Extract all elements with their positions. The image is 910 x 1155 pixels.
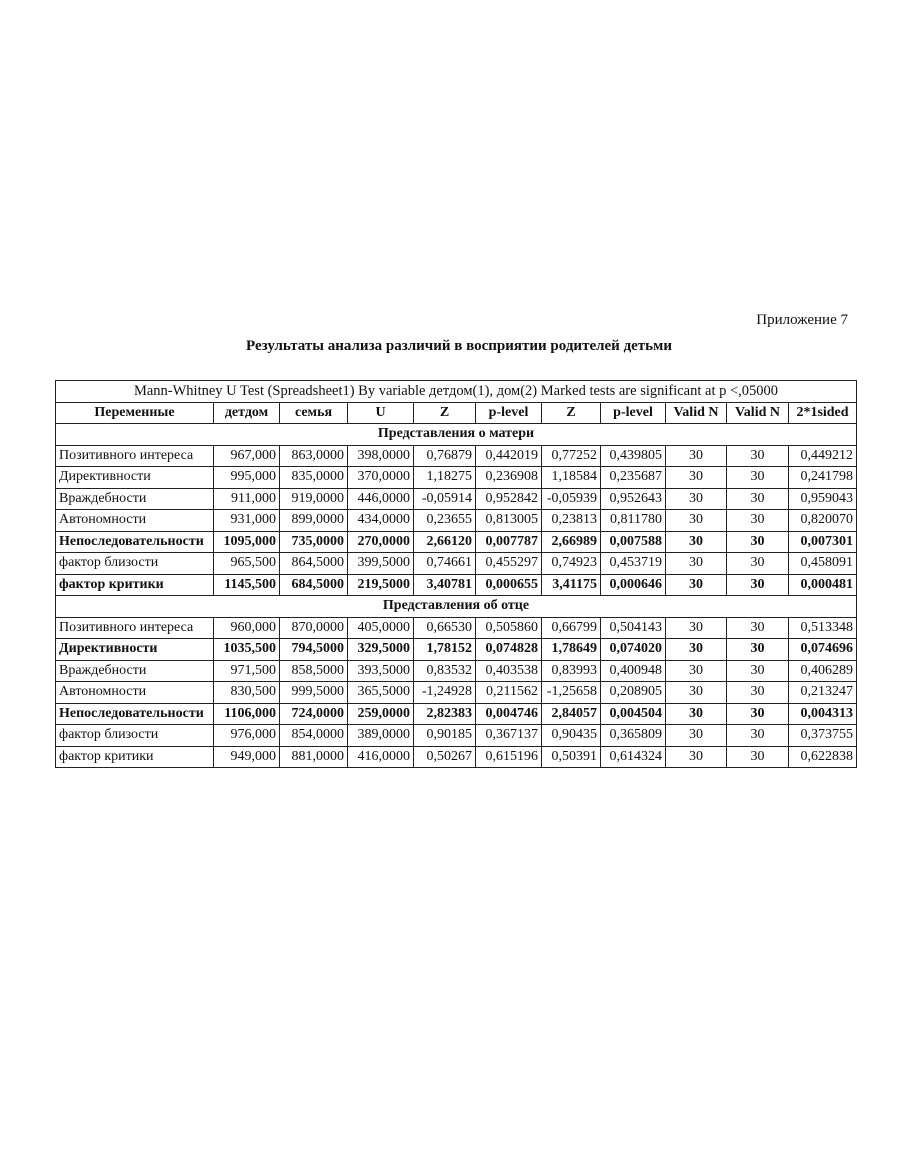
column-header: U — [348, 402, 414, 424]
table-cell: 724,0000 — [280, 703, 348, 725]
table-cell: -0,05914 — [414, 488, 476, 510]
table-cell: 30 — [666, 553, 727, 575]
table-cell: 370,0000 — [348, 467, 414, 489]
table-cell: 864,5000 — [280, 553, 348, 575]
table-row — [56, 553, 857, 575]
table-cell: 949,000 — [214, 746, 280, 768]
variable-name-cell: Автономности — [56, 510, 214, 532]
table-row — [56, 510, 857, 532]
table-cell: 270,0000 — [348, 531, 414, 553]
table-cell: 30 — [666, 488, 727, 510]
table-cell: 899,0000 — [280, 510, 348, 532]
table-cell: 0,74661 — [414, 553, 476, 575]
table-cell: 446,0000 — [348, 488, 414, 510]
table-cell: 0,000481 — [789, 574, 857, 596]
table-cell: 30 — [727, 617, 789, 639]
table-cell: 0,211562 — [476, 682, 542, 704]
table-cell: 0,83532 — [414, 660, 476, 682]
table-cell: 0,007301 — [789, 531, 857, 553]
table-cell: -0,05939 — [542, 488, 601, 510]
table-cell: 965,500 — [214, 553, 280, 575]
table-cell: 967,000 — [214, 445, 280, 467]
table-cell: 0,241798 — [789, 467, 857, 489]
variable-name-cell: фактор близости — [56, 725, 214, 747]
table-cell: 2,84057 — [542, 703, 601, 725]
variable-name-cell: Автономности — [56, 682, 214, 704]
table-cell: 30 — [666, 617, 727, 639]
table-cell: 0,403538 — [476, 660, 542, 682]
table-cell: 30 — [666, 467, 727, 489]
table-cell: 30 — [727, 639, 789, 661]
variable-name-cell: фактор критики — [56, 574, 214, 596]
table-cell: 0,455297 — [476, 553, 542, 575]
table-cell: 976,000 — [214, 725, 280, 747]
table-cell: 0,813005 — [476, 510, 542, 532]
table-cell: 0,373755 — [789, 725, 857, 747]
table-cell: 1,18584 — [542, 467, 601, 489]
table-cell: 30 — [727, 660, 789, 682]
table-cell: 0,074828 — [476, 639, 542, 661]
table-cell: 30 — [727, 467, 789, 489]
table-cell: 1145,500 — [214, 574, 280, 596]
table-cell: 971,500 — [214, 660, 280, 682]
table-cell: 30 — [727, 553, 789, 575]
table-cell: 794,5000 — [280, 639, 348, 661]
table-cell: 870,0000 — [280, 617, 348, 639]
column-header: p-level — [601, 402, 666, 424]
table-cell: 0,76879 — [414, 445, 476, 467]
table-cell: 0,505860 — [476, 617, 542, 639]
table-cell: 30 — [727, 746, 789, 768]
table-cell: 0,622838 — [789, 746, 857, 768]
table-cell: 1106,000 — [214, 703, 280, 725]
column-header: детдом — [214, 402, 280, 424]
table-cell: 2,66989 — [542, 531, 601, 553]
table-cell: 684,5000 — [280, 574, 348, 596]
table-cell: 995,000 — [214, 467, 280, 489]
table-row — [56, 445, 857, 467]
table-cell: 259,0000 — [348, 703, 414, 725]
table-cell: 0,458091 — [789, 553, 857, 575]
table-cell: 399,5000 — [348, 553, 414, 575]
column-header: Z — [542, 402, 601, 424]
table-cell: 0,959043 — [789, 488, 857, 510]
column-header: Z — [414, 402, 476, 424]
table-cell: 999,5000 — [280, 682, 348, 704]
results-table — [55, 380, 857, 768]
table-cell: 30 — [727, 531, 789, 553]
column-header: p-level — [476, 402, 542, 424]
table-header-row — [56, 402, 857, 424]
document-title: Результаты анализа различий в восприятии родителей детьми — [246, 338, 672, 354]
table-cell: 830,500 — [214, 682, 280, 704]
table-cell: 0,77252 — [542, 445, 601, 467]
table-cell: 835,0000 — [280, 467, 348, 489]
table-cell: 881,0000 — [280, 746, 348, 768]
table-cell: 960,000 — [214, 617, 280, 639]
table-cell: 30 — [727, 574, 789, 596]
table-cell: 0,504143 — [601, 617, 666, 639]
table-cell: 3,41175 — [542, 574, 601, 596]
table-cell: 0,74923 — [542, 553, 601, 575]
column-header: семья — [280, 402, 348, 424]
table-row — [56, 725, 857, 747]
table-cell: 931,000 — [214, 510, 280, 532]
table-cell: 398,0000 — [348, 445, 414, 467]
table-cell: 0,50391 — [542, 746, 601, 768]
table-row — [56, 574, 857, 596]
table-cell: 0,90435 — [542, 725, 601, 747]
table-cell: 0,439805 — [601, 445, 666, 467]
table-cell: 0,004504 — [601, 703, 666, 725]
table-cell: 434,0000 — [348, 510, 414, 532]
variable-name-cell: Директивности — [56, 467, 214, 489]
table-cell: 0,365809 — [601, 725, 666, 747]
table-cell: 0,23813 — [542, 510, 601, 532]
table-cell: 2,82383 — [414, 703, 476, 725]
table-cell: 0,406289 — [789, 660, 857, 682]
table-cell: 30 — [666, 660, 727, 682]
section-title: Представления об отце — [56, 596, 857, 618]
table-cell: 30 — [666, 510, 727, 532]
table-cell: 0,811780 — [601, 510, 666, 532]
variable-name-cell: Непоследовательности — [56, 531, 214, 553]
table-cell: 0,66799 — [542, 617, 601, 639]
section-title: Представления о матери — [56, 424, 857, 446]
table-caption-row — [56, 381, 857, 403]
table-cell: 1,78649 — [542, 639, 601, 661]
table-cell: 30 — [727, 682, 789, 704]
variable-name-cell: фактор близости — [56, 553, 214, 575]
table-cell: 405,0000 — [348, 617, 414, 639]
table-cell: 0,000655 — [476, 574, 542, 596]
table-row — [56, 660, 857, 682]
table-cell: 0,235687 — [601, 467, 666, 489]
table-cell: 863,0000 — [280, 445, 348, 467]
table-cell: 389,0000 — [348, 725, 414, 747]
table-cell: 0,66530 — [414, 617, 476, 639]
table-cell: 30 — [666, 639, 727, 661]
table-cell: 393,5000 — [348, 660, 414, 682]
table-cell: 30 — [666, 725, 727, 747]
variable-name-cell: Позитивного интереса — [56, 617, 214, 639]
column-header: Valid N — [666, 402, 727, 424]
column-header: Переменные — [56, 402, 214, 424]
table-cell: 0,442019 — [476, 445, 542, 467]
table-cell: 30 — [666, 574, 727, 596]
table-cell: 0,400948 — [601, 660, 666, 682]
table-row — [56, 488, 857, 510]
table-cell: 329,5000 — [348, 639, 414, 661]
variable-name-cell: Позитивного интереса — [56, 445, 214, 467]
table-cell: 1095,000 — [214, 531, 280, 553]
table-cell: 0,007588 — [601, 531, 666, 553]
table-cell: 0,820070 — [789, 510, 857, 532]
table-cell: 0,367137 — [476, 725, 542, 747]
table-row — [56, 639, 857, 661]
table-cell: 0,007787 — [476, 531, 542, 553]
section-header-row — [56, 424, 857, 446]
table-cell: 0,236908 — [476, 467, 542, 489]
table-cell: 911,000 — [214, 488, 280, 510]
table-cell: 30 — [666, 445, 727, 467]
table-cell: 0,453719 — [601, 553, 666, 575]
table-cell: 0,074696 — [789, 639, 857, 661]
table-cell: 854,0000 — [280, 725, 348, 747]
table-cell: 30 — [727, 703, 789, 725]
table-cell: -1,24928 — [414, 682, 476, 704]
table-cell: 416,0000 — [348, 746, 414, 768]
table-cell: 30 — [666, 682, 727, 704]
table-cell: 0,83993 — [542, 660, 601, 682]
table-row — [56, 531, 857, 553]
table-cell: 0,90185 — [414, 725, 476, 747]
table-cell: 30 — [666, 531, 727, 553]
table-cell: 1,78152 — [414, 639, 476, 661]
table-row — [56, 703, 857, 725]
table-cell: 0,004746 — [476, 703, 542, 725]
table-row — [56, 682, 857, 704]
table-cell: 735,0000 — [280, 531, 348, 553]
column-header: Valid N — [727, 402, 789, 424]
table-cell: 3,40781 — [414, 574, 476, 596]
table-cell: 30 — [727, 725, 789, 747]
column-header: 2*1sided — [789, 402, 857, 424]
table-cell: 0,614324 — [601, 746, 666, 768]
table-cell: 219,5000 — [348, 574, 414, 596]
table-cell: 0,004313 — [789, 703, 857, 725]
table-cell: 2,66120 — [414, 531, 476, 553]
table-cell: 858,5000 — [280, 660, 348, 682]
table-cell: 0,23655 — [414, 510, 476, 532]
table-cell: 30 — [727, 488, 789, 510]
variable-name-cell: Враждебности — [56, 660, 214, 682]
table-cell: 1,18275 — [414, 467, 476, 489]
table-cell: 365,5000 — [348, 682, 414, 704]
table-cell: 30 — [666, 703, 727, 725]
table-cell: 0,50267 — [414, 746, 476, 768]
variable-name-cell: Директивности — [56, 639, 214, 661]
table-cell: 0,449212 — [789, 445, 857, 467]
table-cell: -1,25658 — [542, 682, 601, 704]
variable-name-cell: Враждебности — [56, 488, 214, 510]
table-cell: 30 — [727, 510, 789, 532]
table-cell: 0,615196 — [476, 746, 542, 768]
table-cell: 0,513348 — [789, 617, 857, 639]
table-cell: 0,952643 — [601, 488, 666, 510]
table-cell: 0,074020 — [601, 639, 666, 661]
table-cell: 0,213247 — [789, 682, 857, 704]
table-row — [56, 617, 857, 639]
appendix-label: Приложение 7 — [756, 312, 848, 328]
variable-name-cell: Непоследовательности — [56, 703, 214, 725]
table-caption: Mann-Whitney U Test (Spreadsheet1) By variable детдом(1), дом(2) Marked tests are significant at p <,05000 — [56, 381, 857, 403]
table-cell: 0,208905 — [601, 682, 666, 704]
section-header-row — [56, 596, 857, 618]
table-row — [56, 746, 857, 768]
table-cell: 30 — [727, 445, 789, 467]
variable-name-cell: фактор критики — [56, 746, 214, 768]
table-cell: 919,0000 — [280, 488, 348, 510]
table-cell: 1035,500 — [214, 639, 280, 661]
table-row — [56, 467, 857, 489]
table-cell: 30 — [666, 746, 727, 768]
table-cell: 0,952842 — [476, 488, 542, 510]
table-cell: 0,000646 — [601, 574, 666, 596]
